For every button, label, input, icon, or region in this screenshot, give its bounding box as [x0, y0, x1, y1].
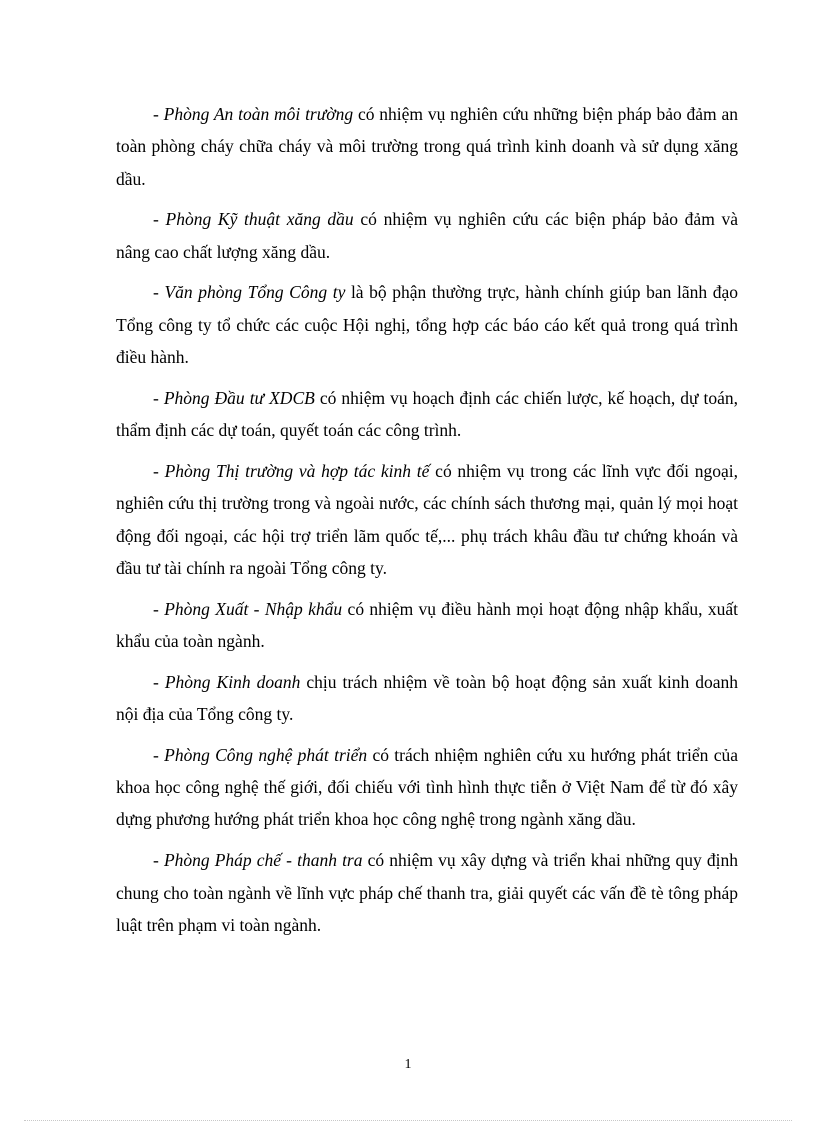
paragraph-bullet: -	[153, 282, 165, 303]
paragraph-bullet: -	[153, 744, 165, 765]
paragraph-bullet: -	[153, 850, 164, 871]
paragraph-thi-truong-hop-tac	[116, 455, 738, 584]
paragraph-bullet: -	[153, 460, 165, 481]
body-text	[116, 98, 738, 950]
paragraph-cong-nghe-phat-trien	[116, 739, 738, 836]
paragraph-text: chịu trách nhiệm về toàn bộ hoạt động sản xuất kinh doanh nội địa của Tổng công ty.	[116, 671, 738, 725]
paragraph-ky-thuat-xang-dau	[116, 203, 738, 268]
paragraph-title: Phòng Kỹ thuật xăng dầu	[165, 209, 354, 230]
paragraph-van-phong-tong-cong-ty	[116, 276, 738, 373]
paragraph-text: có nhiệm vụ trong các lĩnh vực đối ngoại, nghiên cứu thị trường trong và ngoài nước, các chính sách thương mại, quản lý mọi hoạt động đối ngoại, các hội trợ triển lãm quốc tế,... phụ trách khâu đầu tư chứng khoán và đầu tư tài chính ra ngoài Tổng công ty.	[116, 460, 739, 578]
paragraph-text: có nhiệm vụ nghiên cứu những biện pháp bảo đảm an toàn phòng cháy chữa cháy và môi trường trong quá trình kinh doanh và sử dụng xăng dầu.	[116, 104, 738, 189]
page-edge-divider	[24, 1120, 792, 1121]
paragraph-bullet: -	[153, 387, 164, 408]
paragraph-an-toan-moi-truong	[116, 98, 738, 195]
paragraph-dau-tu-xdcb	[116, 382, 738, 447]
paragraph-title: Phòng Thị trường và hợp tác kinh tế	[164, 460, 430, 481]
paragraph-title: Phòng Công nghệ phát triển	[164, 744, 368, 765]
page-number: 1	[404, 1057, 412, 1072]
paragraph-text: là bộ phận thường trực, hành chính giúp ban lãnh đạo Tổng công ty tổ chức các cuộc Hội nghị, tổng hợp các báo cáo kết quả trong quá trình điều hành.	[116, 282, 738, 368]
paragraph-bullet: -	[153, 104, 164, 124]
paragraph-phap-che-thanh-tra	[116, 844, 738, 941]
paragraph-title: Phòng Xuất - Nhập khẩu	[164, 598, 343, 619]
paragraph-title: Phòng Kinh doanh	[164, 671, 301, 692]
paragraph-text: có nhiệm vụ xây dựng và triển khai những quy định chung cho toàn ngành về lĩnh vực pháp chế thanh tra, giải quyết các vấn đề tè tông pháp luật trên phạm vi toàn ngành.	[116, 850, 738, 935]
paragraph-text: có nhiệm vụ hoạch định các chiến lược, kế hoạch, dự toán, thẩm định các dự toán, quyết toán các công trình.	[116, 387, 738, 441]
paragraph-text: có nhiệm vụ nghiên cứu các biện pháp bảo đảm và nâng cao chất lượng xăng dầu.	[116, 209, 739, 262]
paragraph-kinh-doanh	[116, 666, 738, 731]
paragraph-title: Văn phòng Tổng Công ty	[164, 282, 346, 303]
paragraph-title: Phòng An toàn môi trường	[163, 104, 354, 124]
paragraph-bullet: -	[153, 209, 166, 230]
paragraph-title: Phòng Đầu tư XDCB	[163, 387, 315, 408]
paragraph-text: có nhiệm vụ điều hành mọi hoạt động nhập khẩu, xuất khẩu của toàn ngành.	[116, 598, 739, 651]
paragraph-text: có trách nhiệm nghiên cứu xu hướng phát triển của khoa học công nghệ thế giới, đối chiếu với tình hình thực tiễn ở Việt Nam để từ đó xây dựng phương hướng phát triển khoa học công nghệ trong ngành xăng dầu.	[116, 744, 739, 830]
paragraph-bullet: -	[153, 598, 165, 619]
paragraph-xuat-nhap-khau	[116, 593, 738, 658]
paragraph-title: Phòng Pháp chế - thanh tra	[163, 850, 363, 871]
paragraph-bullet: -	[153, 671, 165, 692]
